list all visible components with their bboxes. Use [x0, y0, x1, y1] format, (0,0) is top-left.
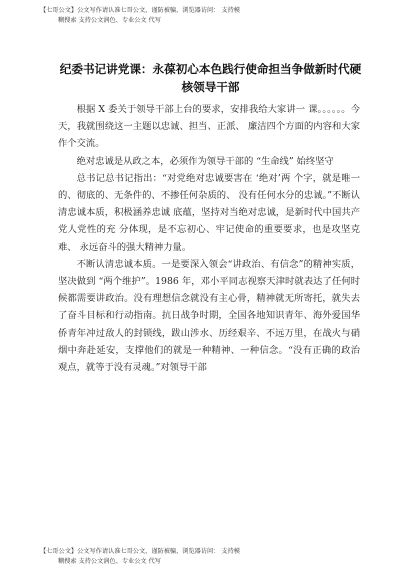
- document-title: 纪委书记讲党课：永葆初心本色践行使命担当争做新时代硬核领导干部: [59, 62, 362, 94]
- watermark-line-1: 【七哥公文】公文写作请认准七哥公文，谨防被骗，浏览器访问： 支持模: [40, 7, 240, 14]
- footer-watermark: [0, 547, 410, 567]
- watermark-line-2: 糊搜索 支持公文润色、专业公文 代写: [58, 17, 161, 24]
- paragraph-heading-loyalty: 绝对忠诚是从政之本，必须作为领导干部的 “生命线” 始终坚守: [76, 155, 334, 167]
- document-body: [58, 101, 360, 376]
- paragraph-quote: 总书记总书记指出：“对党绝对忠诚要害在 ‘绝对’两 个字，就是唯一的、彻底的、无条件的、不掺任何杂质的、 没有任何水分的忠诚。”不断认清忠诚本质，积极涵养忠诚 底蕴，坚持对当绝对忠诚，是新时代中国共产党人党性的充 分体现，是不忘初心、牢记使命的重要要求，也是攻坚克难、 永远奋斗的强大精神力量。: [58, 172, 360, 253]
- paragraph-essence: 不断认清忠诚本质。一是要深入领会“讲政治、有信念”的精神实质，坚决做到 “两个维护”。1986 年，邓小平同志视察天津时就表达了任何时候都需要讲政治。没有理想信念就没有主心骨，精神就无所寄托，就失去了奋斗目标和行动指南。抗日战争时期，全国各地知识青年、海外爱国华侨青年冲过敌人的封锁线，跋山涉水、历经艰辛、不远万里，在战火与硝烟中奔赴延安，支撑他们的就是一种精神、一种信念。“没有正确的政治观点，就等于没有灵魂。”对领导干部: [58, 258, 360, 374]
- footer-watermark-line-2: 糊搜索 支持公文润色、专业公文 代写: [58, 558, 161, 565]
- footer-watermark-line-1: 【七哥公文】公文写作请认准七哥公文，谨防被骗，浏览器访问： 支持模: [40, 548, 240, 555]
- header-watermark: [0, 6, 410, 26]
- paragraph-intro: 根据 X 委关于领导干部上台的要求，安排我给大家讲一 课。。。。。。今天，我就围绕这一主题以忠诚、担当、正派、 廉洁四个方面的内容和大家作个交流。: [58, 104, 360, 150]
